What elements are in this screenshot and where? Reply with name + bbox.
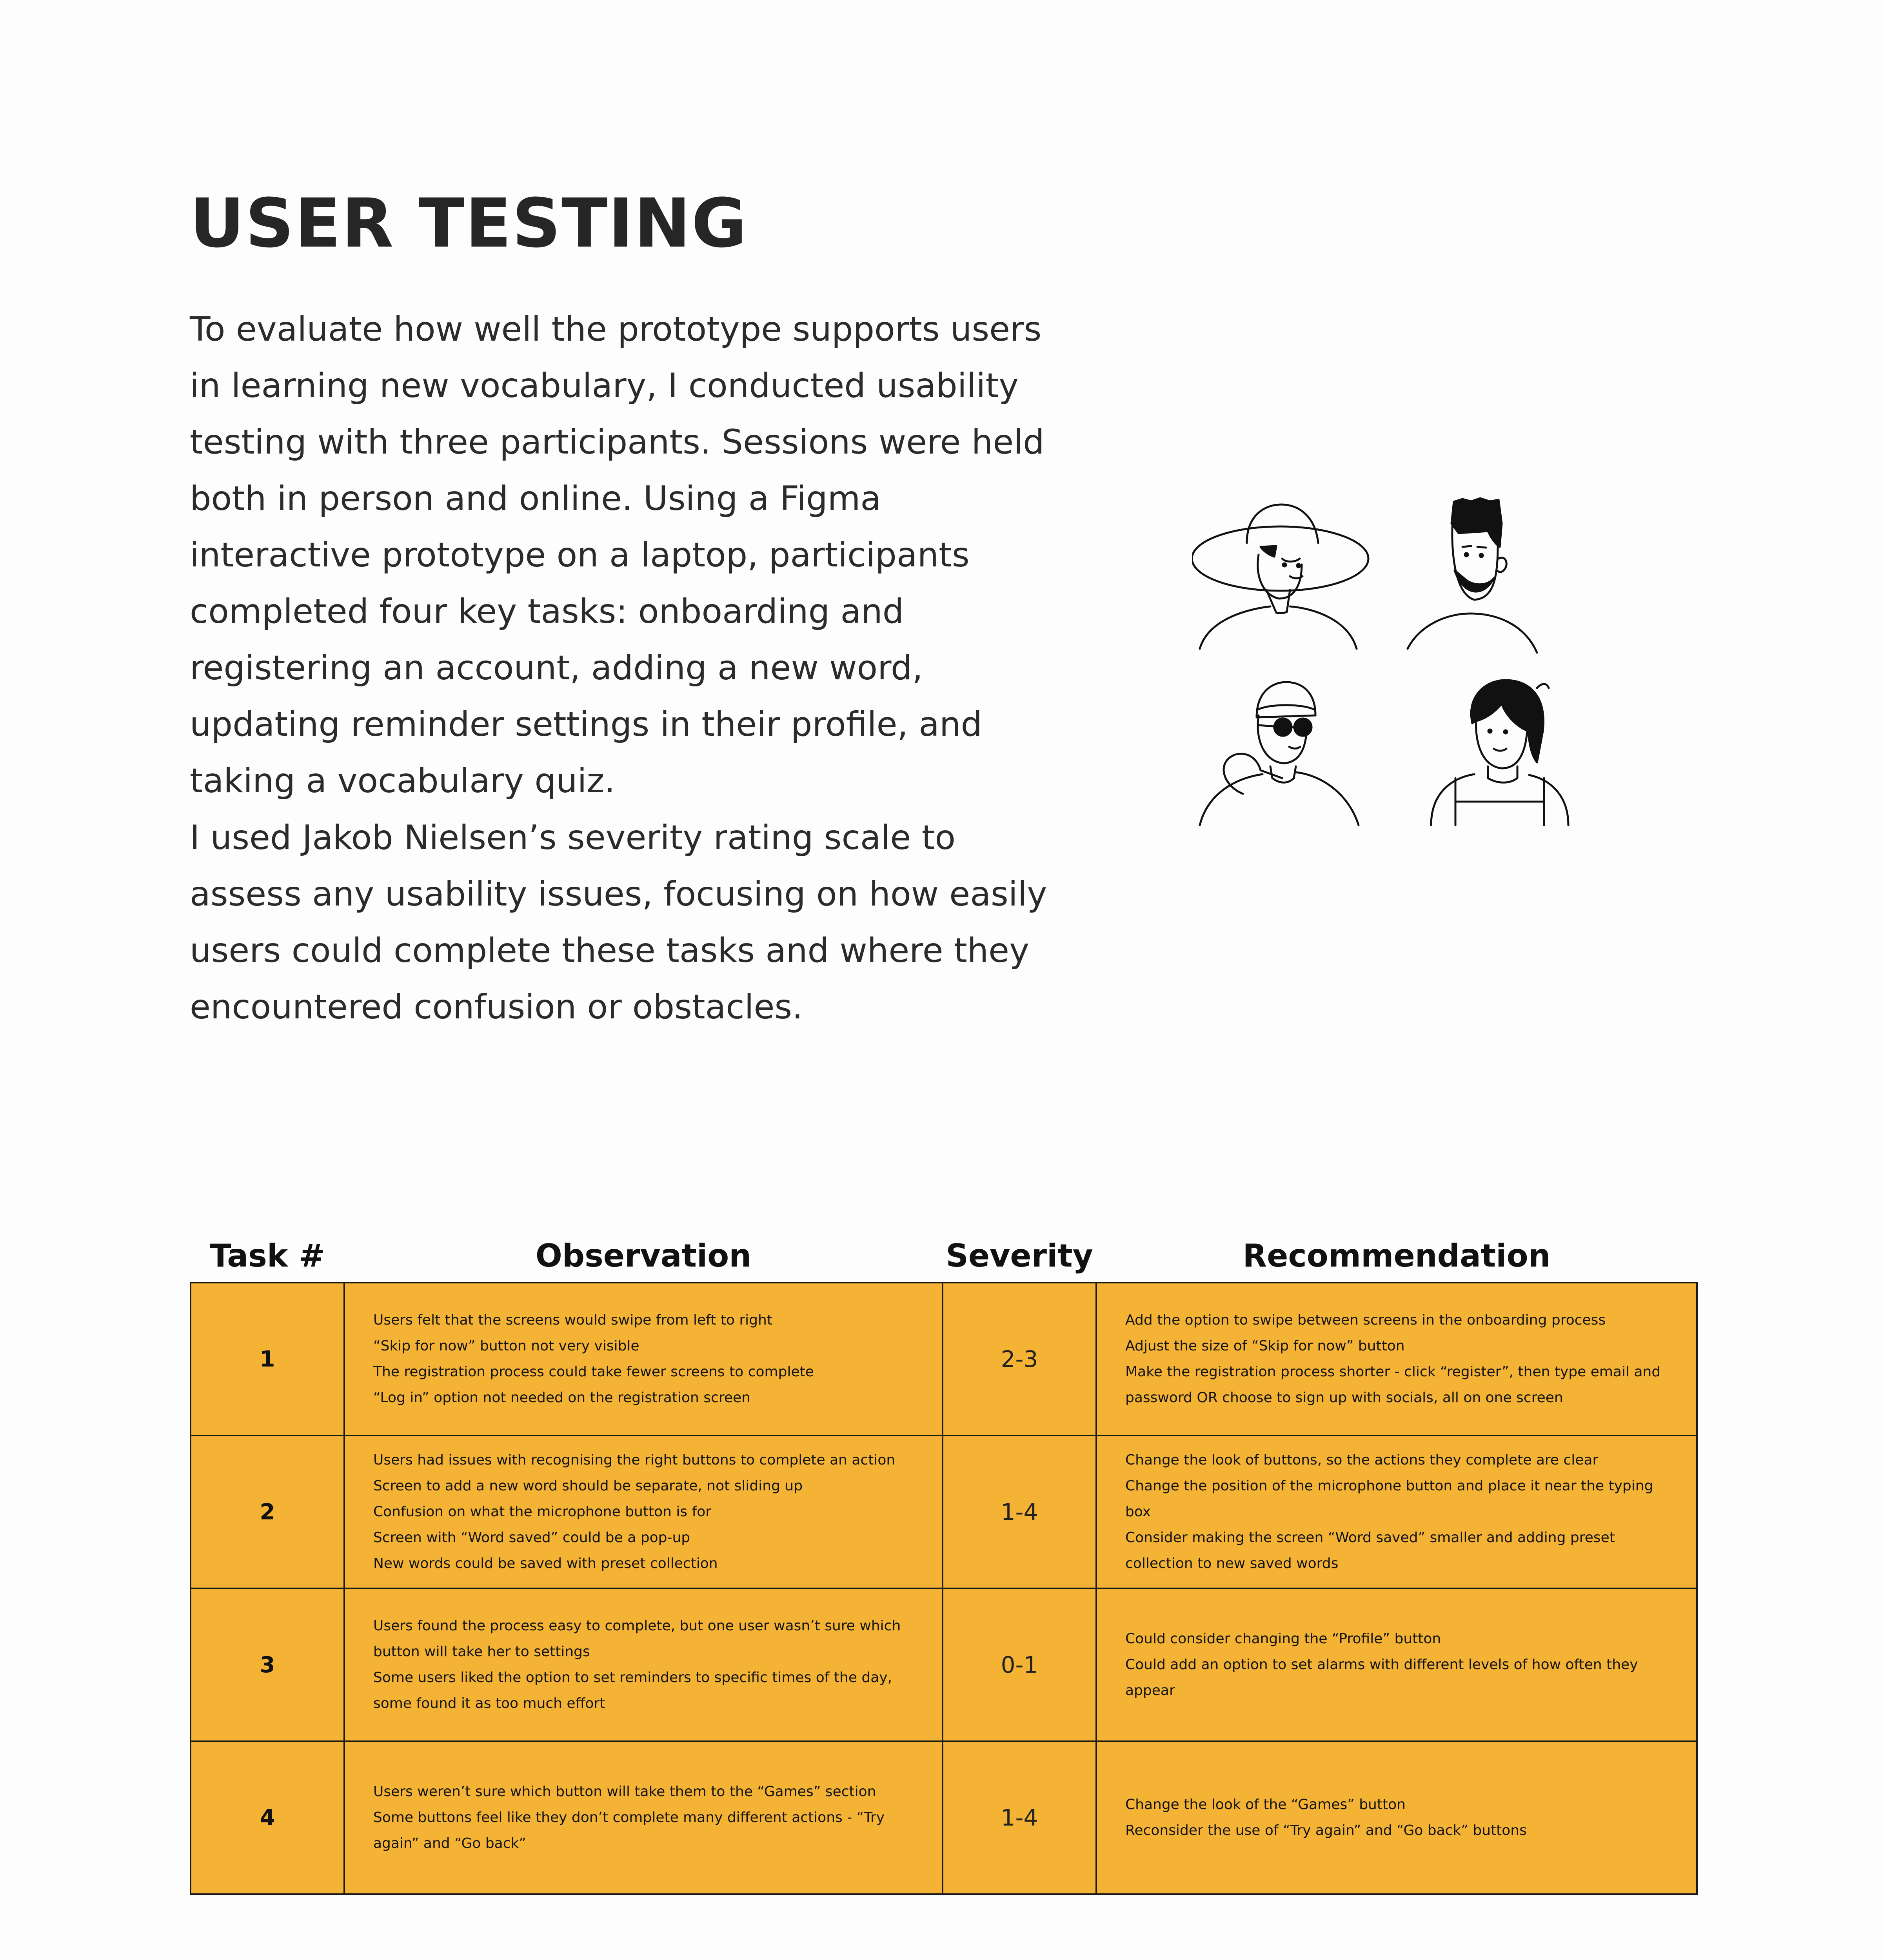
table-body	[191, 1283, 1697, 1894]
page-title: USER TESTING	[190, 184, 748, 263]
severity-value: 1-4	[943, 1436, 1096, 1588]
four-people-avatars-illustration	[1192, 496, 1611, 841]
table-row	[191, 1436, 1697, 1588]
observation-item: New words could be saved with preset collection	[373, 1555, 718, 1572]
observation-item: Some users liked the option to set reminders to specific times of the day, some found it as too much effort	[373, 1670, 892, 1711]
recommendation-cell	[1096, 1741, 1697, 1894]
severity-value: 2-3	[943, 1283, 1096, 1436]
recommendation-cell	[1096, 1588, 1697, 1741]
recommendation-item: Change the look of the “Games” button	[1125, 1797, 1406, 1813]
observation-cell	[344, 1741, 943, 1894]
observation-item: Confusion on what the microphone button is for	[373, 1504, 712, 1520]
observation-item: Screen with “Word saved” could be a pop-up	[373, 1530, 690, 1546]
observation-item: Some buttons feel like they don’t complete many different actions - “Try again” and “Go back”	[373, 1809, 885, 1851]
observation-item: Screen to add a new word should be separate, not sliding up	[373, 1478, 803, 1494]
header-observation: Observation	[535, 1238, 752, 1274]
table-row	[191, 1741, 1697, 1894]
person-with-hat-icon	[1192, 505, 1368, 649]
observation-item: “Skip for now” button not very visible	[373, 1338, 639, 1354]
recommendation-item: Change the look of buttons, so the actions they complete are clear	[1125, 1452, 1599, 1468]
task-number: 2	[191, 1436, 344, 1588]
table-header-row	[191, 1215, 1697, 1283]
recommendation-item: Change the position of the microphone button and place it near the typing box	[1125, 1478, 1653, 1520]
recommendation-item: Reconsider the use of “Try again” and “Go back” buttons	[1125, 1822, 1527, 1838]
observation-item: Users had issues with recognising the right buttons to complete an action	[373, 1452, 896, 1468]
recommendation-item: Add the option to swipe between screens in the onboarding process	[1125, 1312, 1606, 1328]
severity-value: 0-1	[943, 1588, 1096, 1741]
person-with-sunglasses-icon	[1200, 682, 1359, 825]
observation-cell	[344, 1283, 943, 1436]
person-with-overalls-icon	[1431, 680, 1568, 825]
task-number: 3	[191, 1588, 344, 1741]
observation-item: Users felt that the screens would swipe from left to right	[373, 1312, 772, 1328]
header-recommendation: Recommendation	[1243, 1238, 1551, 1274]
task-number: 4	[191, 1741, 344, 1894]
severity-value: 1-4	[943, 1741, 1096, 1894]
recommendation-item: Could consider changing the “Profile” button	[1125, 1631, 1441, 1647]
table-row	[191, 1588, 1697, 1741]
observation-cell	[344, 1436, 943, 1588]
table-row	[191, 1283, 1697, 1436]
recommendation-item: Make the registration process shorter - click “register”, then type email and password OR choose to sign up with socials, all on one screen	[1125, 1364, 1661, 1406]
person-with-beard-icon	[1408, 498, 1537, 653]
recommendation-item: Could add an option to set alarms with different levels of how often they appear	[1125, 1657, 1638, 1699]
intro-paragraph: To evaluate how well the prototype supports users in learning new vocabulary, I conducted usability testing with three participants. Sessions were held both in person and online. Using a Figma interactive prototype on a laptop, participants completed four key tasks: onboarding and registering an account, adding a new word, updating reminder settings in their profile, and taking a vocabulary quiz.	[190, 310, 1045, 800]
recommendation-item: Consider making the screen “Word saved” smaller and adding preset collection to new saved words	[1125, 1530, 1615, 1572]
header-severity: Severity	[946, 1238, 1093, 1274]
task-number: 1	[191, 1283, 344, 1436]
observation-item: Users weren’t sure which button will take them to the “Games” section	[373, 1784, 876, 1800]
header-task: Task #	[210, 1238, 325, 1274]
observation-item: “Log in” option not needed on the registration screen	[373, 1390, 750, 1406]
recommendation-item: Adjust the size of “Skip for now” button	[1125, 1338, 1405, 1354]
usability-testing-table	[190, 1215, 1698, 1895]
observation-item: The registration process could take fewer screens to complete	[373, 1364, 814, 1380]
recommendation-cell	[1096, 1436, 1697, 1588]
recommendation-cell	[1096, 1283, 1697, 1436]
observation-item: Users found the process easy to complete, but one user wasn’t sure which button will take her to settings	[373, 1618, 901, 1660]
observation-cell	[344, 1588, 943, 1741]
method-paragraph: I used Jakob Nielsen’s severity rating scale to assess any usability issues, focusing on how easily users could complete these tasks and where they encountered confusion or obstacles.	[190, 818, 1047, 1027]
